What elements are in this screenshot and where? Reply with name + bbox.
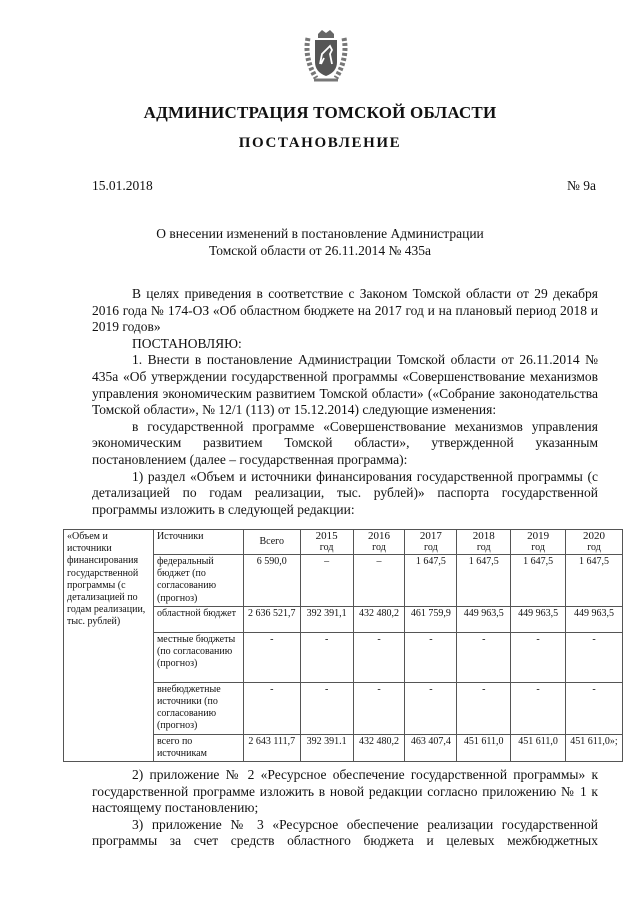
year-label: 2020: [583, 530, 606, 542]
value-cell: 1 647,5: [457, 555, 511, 607]
header-2020: [566, 530, 623, 555]
year-label: 2017: [419, 530, 442, 542]
source-cell: внебюджетные источники (по согласованию (прогноз): [153, 682, 243, 734]
value-cell: 451 611,0: [511, 734, 566, 761]
value-cell: 2 643 111,7: [243, 734, 300, 761]
item-1-1-paragraph: 1) раздел «Объем и источники финансирования государственной программы (с детализацией по годам реализации, тыс. рублей)» паспорта государственной программы изложить в следующей редакции:: [92, 468, 598, 517]
year-suffix: год: [587, 542, 601, 553]
value-cell: -: [243, 632, 300, 682]
item-3-paragraph: 3) приложение № 3 «Ресурсное обеспечение реализации государственной программы за счет средств областного бюджета и целевых межбюджетных: [92, 816, 598, 849]
year-label: 2016: [368, 530, 390, 542]
value-cell: 432 480,2: [353, 734, 405, 761]
document-subject: [0, 225, 640, 259]
year-suffix: год: [476, 542, 491, 553]
source-cell: всего по источникам: [153, 734, 243, 761]
source-cell: областной бюджет: [153, 606, 243, 632]
value-cell: 1 647,5: [405, 555, 457, 607]
value-cell: -: [457, 632, 511, 682]
document-number: № 9а: [567, 178, 596, 193]
value-cell: -: [300, 682, 353, 734]
year-suffix: год: [372, 542, 386, 553]
value-cell: 392 391,1: [300, 606, 353, 632]
value-cell: -: [353, 632, 405, 682]
value-cell: -: [243, 682, 300, 734]
year-suffix: год: [531, 542, 545, 553]
value-cell: 1 647,5: [566, 555, 623, 607]
value-cell: -: [566, 682, 623, 734]
year-label: 2018: [472, 530, 495, 542]
value-cell: 2 636 521,7: [243, 606, 300, 632]
value-cell: -: [300, 632, 353, 682]
value-cell: 451 611,0»;: [566, 734, 623, 761]
value-cell: 463 407,4: [405, 734, 457, 761]
value-cell: -: [457, 682, 511, 734]
subject-line-1: О внесении изменений в постановление Администрации: [156, 226, 484, 241]
header-2017: [405, 530, 457, 555]
value-cell: 461 759,9: [405, 606, 457, 632]
resolve-paragraph: ПОСТАНОВЛЯЮ:: [132, 335, 242, 351]
value-cell: -: [511, 632, 566, 682]
value-cell: -: [353, 682, 405, 734]
header-2018: [457, 530, 511, 555]
header-2015: [300, 530, 353, 555]
value-cell: 449 963,5: [566, 606, 623, 632]
coat-of-arms-icon: [302, 28, 350, 86]
value-cell: 392 391.1: [300, 734, 353, 761]
document-body-bottom: [92, 767, 598, 850]
value-cell: 432 480,2: [353, 606, 405, 632]
header-sources: Источники: [153, 530, 243, 555]
document-date: 15.01.2018: [92, 178, 153, 193]
document-body-top: [92, 286, 598, 518]
header-2019: [511, 530, 566, 555]
header-total: Всего: [243, 530, 300, 555]
table-header-row: [64, 530, 623, 555]
item-2-paragraph: 2) приложение № 2 «Ресурсное обеспечение государственной программы» к государственной программе изложить в новой редакции согласно приложению № 1 к настоящему постановлению;: [92, 767, 598, 816]
year-suffix: год: [424, 542, 438, 553]
preamble-paragraph: В целях приведения в соответствие с Законом Томской области от 29 декабря 2016 года № 174-ОЗ «Об областном бюджете на 2017 год и на плановый период 2018 и 2019 годов»: [92, 286, 598, 335]
source-cell: местные бюджеты (по согласованию (прогноз): [153, 632, 243, 682]
value-cell: -: [405, 632, 457, 682]
item-1-sub-paragraph: в государственной программе «Совершенствование механизмов управления экономическим развитием Томской области», утвержденной указанным постановлением (далее – государственная программа):: [92, 418, 598, 467]
year-label: 2015: [315, 530, 338, 542]
header-2016: [353, 530, 405, 555]
value-cell: 451 611,0: [457, 734, 511, 761]
value-cell: –: [300, 555, 353, 607]
item-1-paragraph: 1. Внести в постановление Администрации Томской области от 26.11.2014 № 435а «Об утверждении государственной программы «Совершенствование механизмов управления экономическим развитием Томской области» («Собрание законодательства Томской области», № 12/1 (113) от 15.12.2014) следующие изменения:: [92, 352, 598, 418]
source-cell: федеральный бюджет (по согласованию (прогноз): [153, 555, 243, 607]
value-cell: -: [566, 632, 623, 682]
value-cell: -: [405, 682, 457, 734]
year-suffix: год: [319, 542, 334, 553]
document-type: ПОСТАНОВЛЕНИЕ: [238, 135, 402, 151]
subject-line-2: Томской области от 26.11.2014 № 435а: [209, 243, 431, 258]
value-cell: –: [353, 555, 405, 607]
value-cell: 6 590,0: [243, 555, 300, 607]
value-cell: -: [511, 682, 566, 734]
financing-table: [63, 529, 623, 762]
value-cell: 1 647,5: [511, 555, 566, 607]
value-cell: 449 963,5: [457, 606, 511, 632]
year-label: 2019: [527, 530, 550, 542]
value-cell: 449 963,5: [511, 606, 566, 632]
row-header-cell: «Объем и источники финансирования государственной программы (с детализацией по годам реализации, тыс. рублей): [64, 530, 154, 762]
organization-title: АДМИНИСТРАЦИЯ ТОМСКОЙ ОБЛАСТИ: [143, 103, 497, 122]
